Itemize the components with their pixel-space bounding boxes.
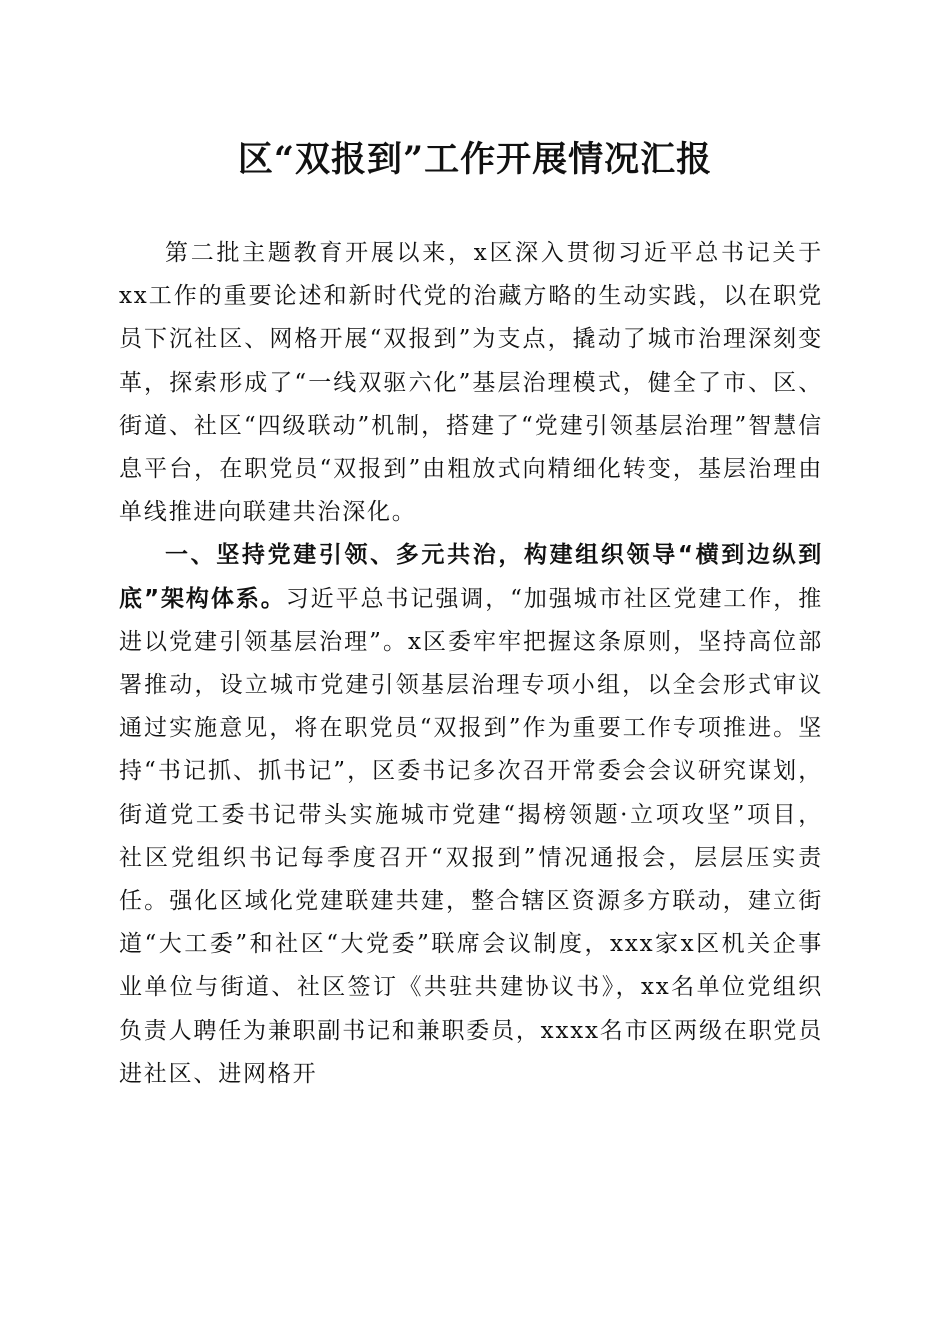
- intro-paragraph-text: 第二批主题教育开展以来，x区深入贯彻习近平总书记关于xx工作的重要论述和新时代党的治藏方略的生动实践，以在职党员下沉社区、网格开展“双报到”为支点，撬动了城市治理深刻变革，探索形成了“一线双驱六化”基层治理模式，健全了市、区、街道、社区“四级联动”机制，搭建了“党建引领基层治理”智慧信息平台，在职党员“双报到”由粗放式向精细化转变，基层治理由单线推进向联建共治深化。: [119, 240, 823, 526]
- section-one-paragraph: [119, 534, 823, 1096]
- section-one-heading: 一、坚持党建引领、多元共治，构建组织领导“横到边纵到底”架构体系。: [119, 542, 823, 612]
- section-one-text: 习近平总书记强调，“加强城市社区党建工作，推进以党建引领基层治理”。x区委牢牢把握这条原则，坚持高位部署推动，设立城市党建引领基层治理专项小组，以全会形式审议通过实施意见，将在职党员“双报到”作为重要工作专项推进。坚持“书记抓、抓书记”，区委书记多次召开常委会会议研究谋划，街道党工委书记带头实施城市党建“揭榜领题·立项攻坚”项目，社区党组织书记每季度召开“双报到”情况通报会，层层压实责任。强化区域化党建联建共建，整合辖区资源多方联动，建立街道“大工委”和社区“大党委”联席会议制度，xxx家x区机关企事业单位与街道、社区签订《共驻共建协议书》，xx名单位党组织负责人聘任为兼职副书记和兼职委员，xxxx名市区两级在职党员进社区、进网格开: [119, 585, 824, 1087]
- document-body: [119, 232, 823, 1096]
- intro-paragraph: [119, 232, 823, 534]
- document-title: 区“双报到”工作开展情况汇报: [237, 139, 713, 180]
